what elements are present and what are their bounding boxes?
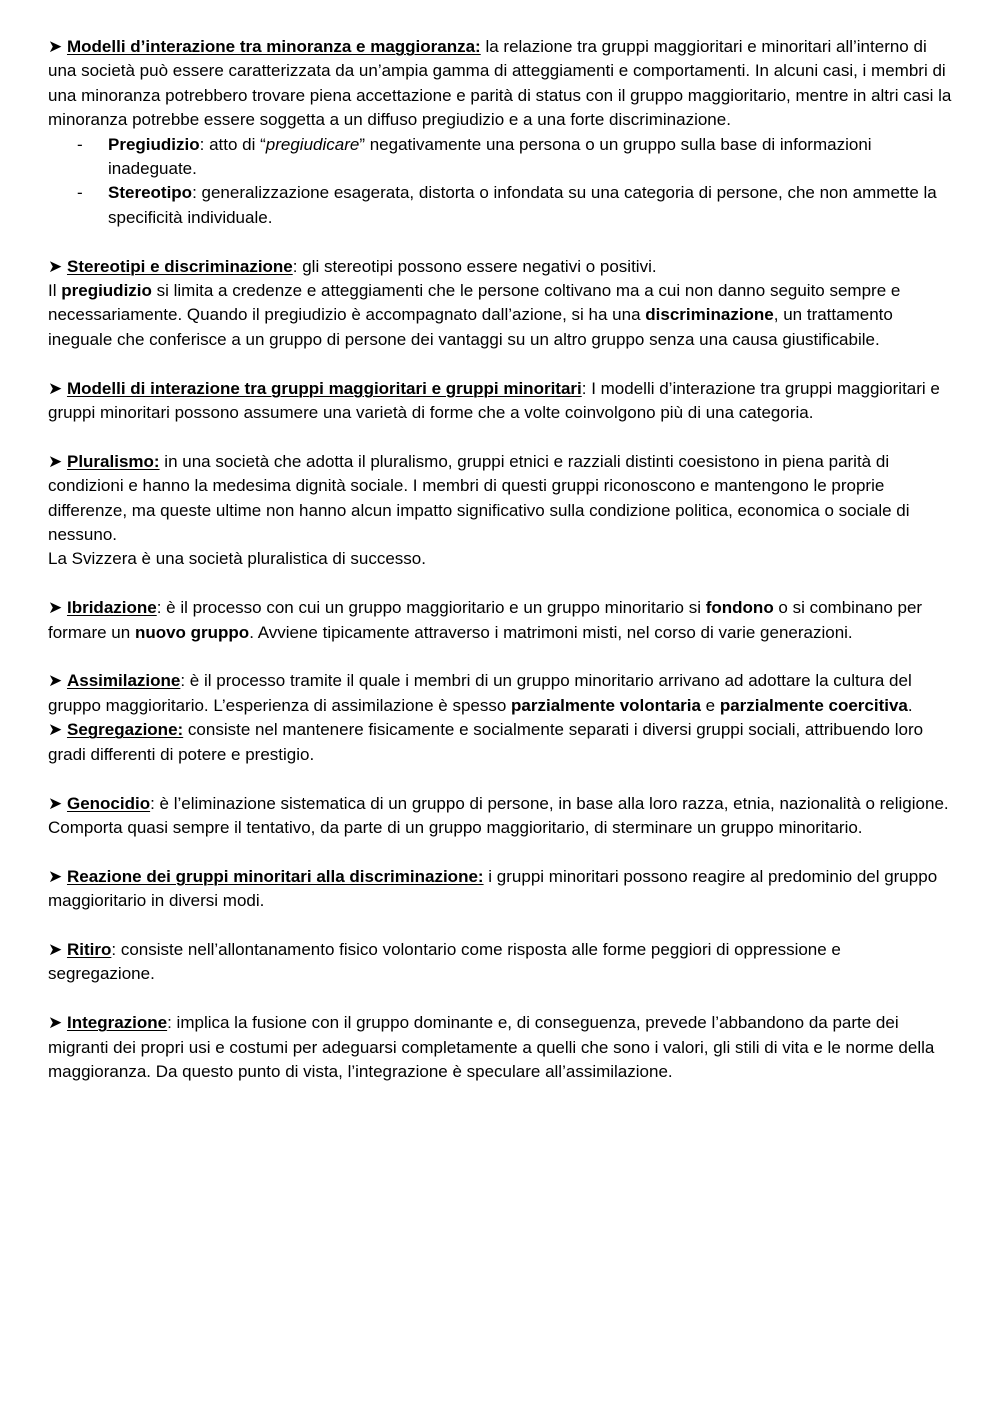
section-genocidio <box>48 792 952 841</box>
document-page <box>48 35 952 1084</box>
bold-term: pregiudizio <box>61 281 152 301</box>
arrow-bullet-icon: ➤ <box>48 37 63 56</box>
arrow-bullet-icon: ➤ <box>48 720 63 740</box>
section-stereotipi <box>48 255 952 353</box>
section-term: Reazione dei gruppi minoritari alla discriminazione: <box>66 866 484 886</box>
arrow-bullet-icon: ➤ <box>48 793 63 813</box>
section-ritiro <box>48 938 952 987</box>
arrow-bullet-icon: ➤ <box>48 939 63 959</box>
bold-term: discriminazione <box>645 305 774 325</box>
section-term: Integrazione <box>66 1013 168 1033</box>
section-text: la relazione tra gruppi maggioritari e minoritari all’interno di una società può essere caratterizzata da un’ampia gamma di atteggiamenti e comportamenti. In alcuni casi, i membri di una minoranza potrebbero trovare piena accettazione e parità di status con il gruppo maggioritario, mentre in altri casi la minoranza potrebbe essere soggetta a un diffuso pregiudizio e a una forte discriminazione. <box>48 37 952 130</box>
arrow-bullet-icon: ➤ <box>48 671 63 691</box>
arrow-bullet-icon: ➤ <box>48 256 63 276</box>
section-integrazione <box>48 1011 952 1084</box>
bold-term: parzialmente volontaria <box>511 695 701 715</box>
section-reazione <box>48 865 952 914</box>
definition-list <box>48 133 952 231</box>
arrow-bullet-icon: ➤ <box>48 378 63 398</box>
list-item-text: : generalizzazione esagerata, distorta o infondata su una categoria di persone, che non ammette la specificità individuale. <box>108 183 937 227</box>
section-text: in una società che adotta il pluralismo, gruppi etnici e razziali distinti coesistono in piena parità di condizioni e hanno la medesima dignità sociale. I membri di questi gruppi riconoscono e mantengono le proprie differenze, ma queste ultime non hanno alcun impatto significativo sulla condizione politica, economica o sociale di nessuno. <box>48 451 910 545</box>
arrow-bullet-icon: ➤ <box>48 1013 63 1033</box>
section-term: Ibridazione <box>66 598 157 618</box>
section-text: : consiste nell’allontanamento fisico volontario come risposta alle forme peggiori di oppressione e segregazione. <box>48 939 841 984</box>
list-item-stereotipo <box>48 181 952 230</box>
section-term: Segregazione: <box>66 720 184 740</box>
arrow-bullet-icon: ➤ <box>48 451 63 471</box>
section-ibridazione: ➤ Ibridazione: è il processo con cui un gruppo maggioritario e un gruppo minoritario si fondono o si combinano per formare un nuovo gruppo. Avviene tipicamente attraverso i matrimoni misti, nel corso di varie generazioni. <box>48 598 923 642</box>
section-term: Assimilazione <box>66 671 181 691</box>
section-term: Modelli di interazione tra gruppi maggioritari e gruppi minoritari <box>66 378 582 398</box>
section-assimilazione: ➤ Assimilazione: è il processo tramite il quale i membri di un gruppo minoritario arrivano ad adottare la cultura del gruppo maggioritario. L’esperienza di assimilazione è spesso parzialmente volontaria e parzialmente coercitiva. <box>48 671 913 715</box>
section-text: : gli stereotipi possono essere negativi o positivi. <box>292 256 657 276</box>
list-item-italic: pregiudicare <box>265 134 360 154</box>
section-text: : I modelli d’interazione tra gruppi maggioritari e gruppi minoritari possono assumere una varietà di forme che a volte coinvolgono più di una categoria. <box>48 378 940 423</box>
section-modelli-gruppi <box>48 377 952 426</box>
section-term: Stereotipi e discriminazione <box>66 256 293 276</box>
list-item-term: Pregiudizio <box>108 134 200 154</box>
section-term: Modelli d’interazione tra minoranza e maggioranza: <box>66 37 481 56</box>
arrow-bullet-icon: ➤ <box>48 866 63 886</box>
section-text: i gruppi minoritari possono reagire al predominio del gruppo maggioritario in diversi modi. <box>48 866 938 911</box>
section-segregazione <box>48 718 952 767</box>
bold-term: fondono <box>705 598 774 618</box>
section-term: Pluralismo: <box>66 451 160 471</box>
arrow-bullet-icon: ➤ <box>48 598 63 618</box>
dash-bullet: - <box>77 183 83 203</box>
bold-term: nuovo gruppo <box>134 622 250 642</box>
list-item-term: Stereotipo <box>108 183 193 203</box>
section-term: Ritiro <box>66 939 112 959</box>
section-term: Genocidio <box>66 793 151 813</box>
dash-bullet: - <box>77 134 83 154</box>
section-modelli-interazione <box>48 35 952 230</box>
section-text: consiste nel mantenere fisicamente e socialmente separati i diversi gruppi sociali, attribuendo loro gradi differenti di potere e prestigio. <box>48 720 924 764</box>
list-item-text: : atto di “ <box>199 134 266 154</box>
list-item-text: ” negativamente una persona o un gruppo sulla base di informazioni inadeguate. <box>108 134 872 179</box>
section-pluralismo <box>48 450 952 572</box>
bold-term: parzialmente coercitiva <box>719 695 908 715</box>
section-text: : implica la fusione con il gruppo dominante e, di conseguenza, prevede l’abbandono da parte dei migranti dei propri usi e costumi per adeguarsi completamente a quelli che sono i valori, gli stili di vita e le norme della maggioranza. Da questo punto di vista, l’integrazione è speculare all’assimilazione. <box>48 1013 935 1081</box>
list-item-pregiudizio <box>48 133 952 182</box>
section-paragraph: Il pregiudizio si limita a credenze e atteggiamenti che le persone coltivano ma a cui non danno seguito sempre e necessariamente. Quando il pregiudizio è accompagnato dall’azione, si ha una discriminazione, un trattamento ineguale che conferisce a un gruppo di persone dei vantaggi su un altro gruppo senza una causa giustificabile. <box>48 281 901 349</box>
section-paragraph: La Svizzera è una società pluralistica di successo. <box>48 549 426 569</box>
section-text: : è l’eliminazione sistematica di un gruppo di persone, in base alla loro razza, etnia, nazionalità o religione. Comporta quasi sempre il tentativo, da parte di un gruppo maggioritario, di sterminare un gruppo minoritario. <box>48 793 949 837</box>
